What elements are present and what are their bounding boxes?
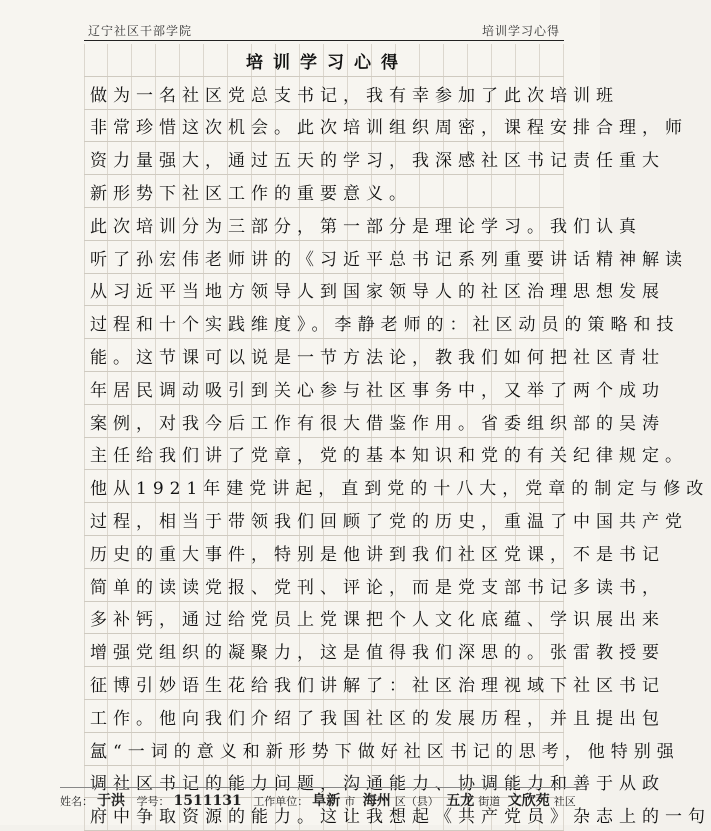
header-divider	[84, 40, 564, 41]
name-value: 于洪	[97, 793, 125, 809]
handwritten-line: 府中争取资源的能力。这让我想起《共产党员》杂志上的一句	[90, 807, 711, 828]
manuscript-grid	[84, 44, 711, 831]
handwritten-line: 工作。他向我们介绍了我国社区的发展历程，并且提出包	[90, 708, 665, 729]
name-label: 姓名：	[60, 795, 93, 808]
handwritten-line: 能。这节课可以说是一节方法论，教我们如何把社区青壮	[90, 348, 665, 369]
text-row	[84, 634, 665, 667]
handwritten-line: 案例，对我今后工作有很大借鉴作用。省委组织部的吴涛	[90, 413, 665, 434]
id-label: 学号：	[136, 795, 170, 808]
text-row	[84, 470, 710, 503]
handwritten-line: 听了孙宏伟老师讲的《习近平总书记系列重要讲话精神解读	[90, 249, 688, 270]
community-value: 文欣苑	[507, 793, 550, 809]
handwritten-line: 新形势下社区工作的重要意义。	[90, 184, 412, 205]
text-row	[84, 77, 619, 110]
text-row	[84, 667, 665, 700]
text-row	[84, 274, 665, 307]
text-row	[84, 503, 688, 536]
text-row	[84, 241, 688, 274]
text-row	[84, 208, 642, 241]
text-row	[84, 372, 665, 405]
text-row	[84, 602, 665, 635]
handwritten-line: 过程，相当于带领我们回顾了党的历史，重温了中国共产党	[90, 512, 688, 533]
handwritten-line: 做为一名社区党总支书记，我有幸参加了此次培训班	[90, 85, 619, 106]
text-row	[84, 175, 564, 208]
handwritten-line: 此次培训分为三部分，第一部分是理论学习。我们认真	[90, 216, 642, 237]
handwritten-line: 他从1921年建党讲起，直到党的十八大，党章的制定与修改	[90, 479, 710, 500]
handwritten-line: 过程和十个实践维度》。李静老师的：社区动员的策略和技	[90, 315, 680, 336]
handwritten-line: 年居民调动吸引到关心参与社区事务中，又举了两个成功	[90, 380, 665, 401]
district-value: 海州	[362, 793, 391, 809]
district-suffix: 区（县）	[394, 795, 439, 808]
document-title: 培训学习心得	[246, 52, 408, 73]
header-institute: 辽宁社区干部学院	[88, 24, 193, 38]
text-row	[84, 700, 665, 733]
text-row	[84, 339, 665, 372]
id-value: 1511131	[173, 793, 242, 809]
text-row	[84, 733, 680, 766]
footer-divider	[60, 787, 580, 788]
handwritten-line: 增强党组织的凝聚力，这是值得我们深思的。张雷教授要	[90, 643, 665, 664]
text-row	[84, 536, 665, 569]
text-row	[84, 569, 665, 602]
header-doc-type: 培训学习心得	[481, 24, 560, 38]
unit-label: 工作单位：	[253, 795, 309, 808]
text-row	[84, 405, 665, 438]
city-value: 阜新	[312, 793, 341, 809]
handwritten-line: 主任给我们讲了党章，党的基本知识和党的有关纪律规定。	[90, 446, 688, 467]
handwritten-line: 征博引妙语生花给我们讲解了：社区治理视域下社区书记	[90, 676, 665, 697]
handwritten-line: 简单的读读党报、党刊、评论，而是党支部书记多读书，	[90, 577, 665, 598]
handwritten-line: 调社区书记的能力问题，沟通能力、协调能力和善于从政	[90, 774, 665, 795]
text-row	[84, 438, 688, 471]
handwritten-line: 历史的重大事件，特别是他讲到我们社区党课，不是书记	[90, 544, 665, 565]
handwritten-line: 多补钙，通过给党员上党课把个人文化底蕴、学识展出来	[90, 610, 665, 631]
handwritten-line: 非常珍惜这次机会。此次培训组织周密，课程安排合理，师	[90, 118, 688, 139]
title-row	[84, 44, 564, 77]
text-row	[84, 142, 665, 175]
footer-info	[60, 790, 580, 810]
town-value: 五龙	[446, 793, 475, 809]
city-suffix: 市	[344, 795, 356, 808]
text-row	[84, 110, 688, 143]
text-row	[84, 306, 680, 339]
street-suffix: 街道	[478, 795, 501, 808]
handwritten-line: 从习近平当地方领导人到国家领导人的社区治理思想发展	[90, 282, 665, 303]
handwritten-line: 资力量强大，通过五天的学习，我深感社区书记责任重大	[90, 151, 665, 172]
handwritten-line: 氲“一词的意义和新形势下做好社区书记的思考，他特别强	[90, 741, 680, 762]
community-suffix: 社区	[553, 795, 576, 808]
